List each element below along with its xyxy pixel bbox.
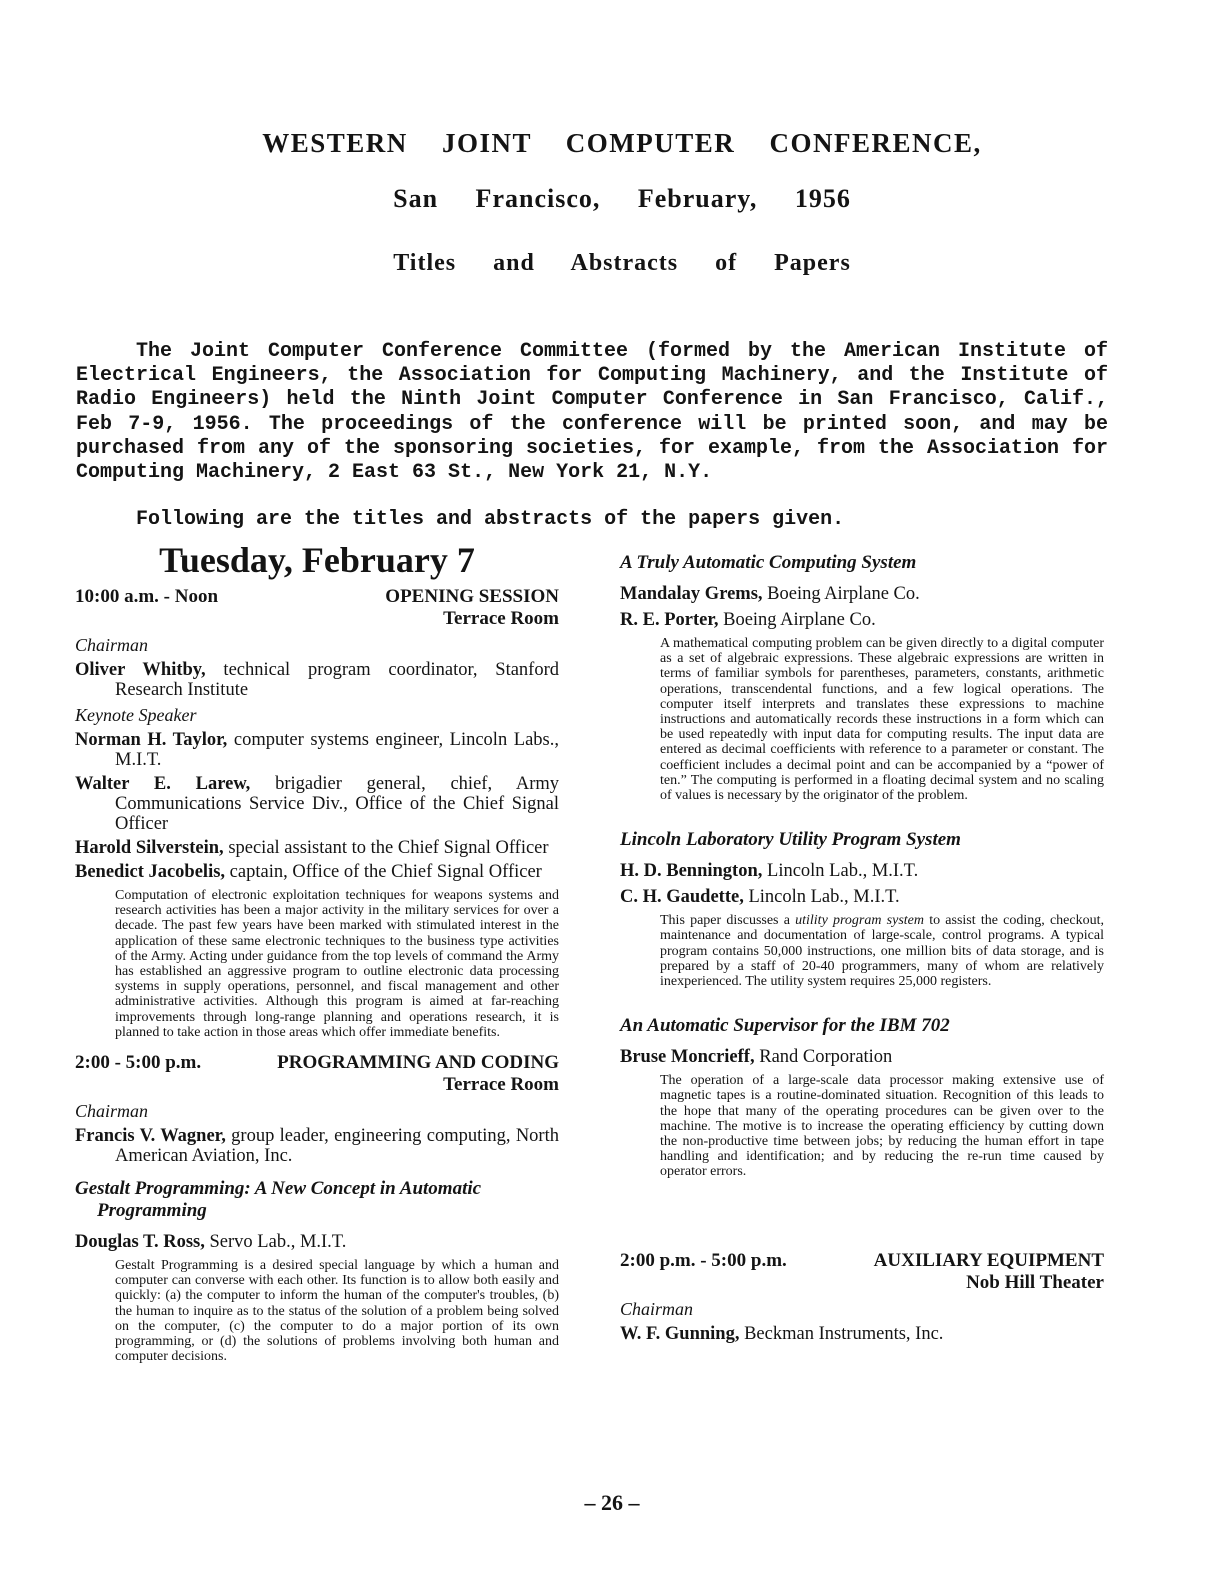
abstract-text: Gestalt Programming is a desired special language by which a human and computer can converse with each other. Its function is to allow both easily and quickly: (a) the computer to inform the human of the computer's troubles, (b) the human to inquire as to the status of the solution of a problem being solved on the computer, (c) the computer to do a major portion of its own programming, or (d) the solutions of problems involving both human and computer decisions. (115, 1258, 559, 1365)
person-affiliation: Beckman Instruments, Inc. (739, 1323, 944, 1344)
speaker-entry (75, 774, 559, 834)
person-name: Norman H. Taylor, (75, 730, 228, 750)
person-affiliation: captain, Office of the Chief Signal Officer (225, 862, 542, 882)
person-name: C. H. Gaudette, (620, 887, 744, 908)
person-name: Walter E. Larew, (75, 774, 251, 794)
person-affiliation: special assistant to the Chief Signal Officer (223, 838, 549, 858)
abstract-emphasis: utility program system (795, 913, 925, 929)
speaker-entry (75, 862, 559, 882)
person-name: Harold Silverstein, (75, 838, 224, 858)
session-name: PROGRAMMING AND CODING (277, 1052, 559, 1074)
abstract-text: A mathematical computing problem can be given directly to a digital computer as a set of algebraic expressions. These algebraic expressions are written in terms of familiar symbols for parentheses, parameters, constants, arithmetic operations, transcendental functions, and a few logical operations. The computer itself interprets and translates these expressions to machine instructions and automatically records these instructions in a form which can be used repeatedly with input data for computing results. The input data are entered as decimal coefficients with reference to a parameter or constant. The coefficient includes a decimal point and can be accompanied by a “power of ten.” The computing is performed in a floating decimal system and no scaling of values is necessary by the originator of the problem. (660, 636, 1104, 804)
author-entry (620, 584, 1104, 604)
abstract-part: to assist the coding, checkout, maintenance and documentation of large-scale, control programs. A typical program contains 50,000 instructions, one million bits of data storage, and is prepared by a staff of 20-40 programmers, many of whom are relatively inexperienced. The utility system requires 25,000 registers. (660, 913, 1104, 990)
session-name: AUXILIARY EQUIPMENT (873, 1249, 1104, 1271)
session-opening (75, 586, 559, 630)
session-name: OPENING SESSION (385, 586, 559, 607)
person-affiliation: Boeing Airplane Co. (762, 584, 920, 604)
document-subtitle: Titles and Abstracts of Papers (393, 250, 851, 276)
person-name: Benedict Jacobelis, (75, 862, 226, 882)
intro-paragraph: The Joint Computer Conference Committee (formed by the American Institute of Electrical Engineers, the Association for Computing Machinery, and the Institute of Radio Engineers) held the Ninth Joint Computer Conference in San Francisco, Calif., Feb 7-9, 1956. The proceedings of the conference will be printed soon, and may be purchased from any of the sponsoring societies, for example, from the Association for Computing Machinery, 2 East 63 St., New York 21, N.Y. (76, 340, 1108, 485)
person-name: Oliver Whitby, (75, 660, 206, 680)
page-number: – 26 – (584, 1490, 640, 1515)
person-affiliation: Boeing Airplane Co. (718, 610, 876, 630)
session-time: 10:00 a.m. - Noon (75, 586, 219, 607)
paper-title: A Truly Automatic Computing System (620, 552, 917, 573)
speaker-entry (75, 838, 559, 858)
chairman-entry (75, 660, 559, 700)
intro-following: Following are the titles and abstracts of the papers given. (136, 508, 845, 531)
author-entry (620, 887, 1104, 907)
day-heading: Tuesday, February 7 (159, 540, 475, 580)
person-affiliation: computer systems engineer, Lincoln Labs., M.I.T. (115, 730, 559, 770)
author-entry (620, 610, 1104, 630)
chairman-label: Chairman (75, 635, 149, 655)
abstract-text: The operation of a large-scale data processor making extensive use of magnetic tapes is a routine-dominated situation. Recognition of this leads to the hope that many of the operating procedures can be given over to the machine. The motive is to increase the operating efficiency by cutting down the non-productive time between jobs; by reducing the human effort in tape handling and identification; and by reducing the re-run time caused by operator errors. (660, 1073, 1104, 1180)
author-entry (620, 861, 1104, 881)
abstract-text: Computation of electronic exploitation techniques for weapons systems and research activities has been a major activity in the military services for over a decade. The past few years have been marked with stimulated interest in the application of these same electronic techniques to the business type activities of the Army. Acting under guidance from the top levels of command the Army has established an aggressive program to outline electronic data processing systems in supply operations, personnel, and fiscal management and other administrative activities. Although this program is aimed at far-reaching improvements through long-range planning and operations research, it is planned to take action in those areas which offer immediate benefits. (115, 888, 559, 1040)
abstract-part: This paper discusses a (660, 913, 796, 929)
session-auxiliary (620, 1250, 1104, 1294)
person-affiliation: technical program coordinator, Stanford Research Institute (115, 660, 560, 700)
session-room: Terrace Room (443, 608, 559, 629)
person-name: Bruse Moncrieff, (620, 1047, 755, 1068)
conference-title: WESTERN JOINT COMPUTER CONFERENCE, (262, 128, 982, 158)
person-affiliation: Servo Lab., M.I.T. (204, 1232, 347, 1253)
person-affiliation: Rand Corporation (754, 1047, 893, 1068)
person-name: R. E. Porter, (620, 610, 719, 630)
person-name: H. D. Bennington, (620, 861, 763, 882)
author-entry (620, 1047, 1104, 1067)
left-column (75, 540, 559, 1364)
abstract-text (660, 913, 1104, 989)
session-room: Nob Hill Theater (966, 1271, 1104, 1293)
person-name: Francis V. Wagner, (75, 1126, 226, 1147)
person-affiliation: Lincoln Lab., M.I.T. (762, 861, 919, 882)
chairman-entry (620, 1324, 1104, 1344)
person-affiliation: brigadier general, chief, Army Communications Service Div., Office of the Chief Signal Officer (115, 774, 559, 834)
paper-title: Lincoln Laboratory Utility Program System (620, 829, 961, 851)
session-room: Terrace Room (443, 1074, 559, 1096)
person-name: Douglas T. Ross, (75, 1232, 205, 1253)
person-name: Mandalay Grems, (620, 584, 763, 604)
chairman-entry (75, 1126, 559, 1166)
chairman-label: Chairman (620, 1298, 694, 1319)
speaker-entry (75, 730, 559, 770)
author-entry (75, 1232, 559, 1252)
person-affiliation: group leader, engineering computing, North American Aviation, Inc. (115, 1126, 559, 1167)
person-name: W. F. Gunning, (620, 1323, 740, 1344)
paper-title: An Automatic Supervisor for the IBM 702 (620, 1015, 950, 1037)
keynote-label: Keynote Speaker (75, 705, 197, 725)
paper-title: Gestalt Programming: A New Concept in Automatic Programming (75, 1178, 482, 1222)
chairman-label: Chairman (75, 1101, 149, 1122)
person-affiliation: Lincoln Lab., M.I.T. (743, 887, 900, 908)
session-time: 2:00 p.m. - 5:00 p.m. (620, 1249, 787, 1271)
conference-place-date: San Francisco, February, 1956 (393, 184, 851, 213)
session-time: 2:00 - 5:00 p.m. (75, 1052, 202, 1074)
session-programming (75, 1052, 559, 1096)
right-column (620, 540, 1104, 1344)
